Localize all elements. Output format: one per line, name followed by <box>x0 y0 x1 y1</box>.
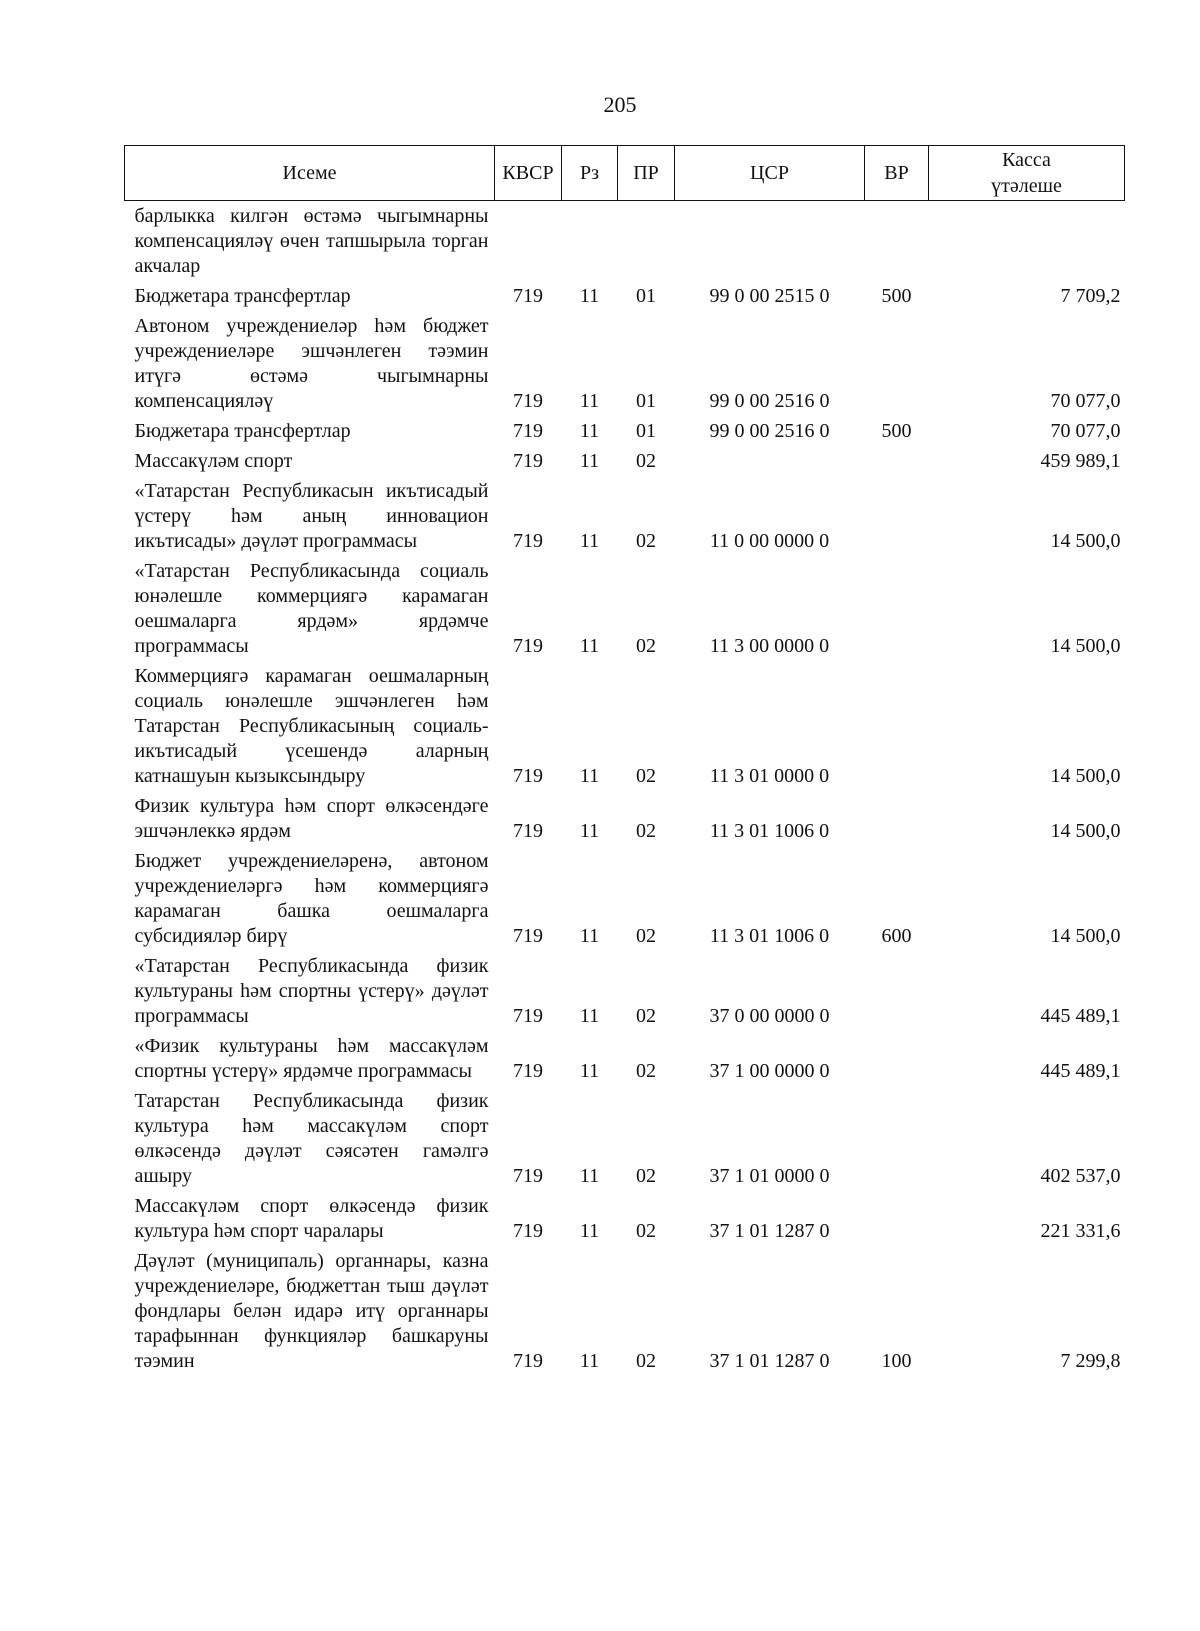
cell-csr: 11 0 00 0000 0 <box>709 530 830 552</box>
table-row <box>125 311 1125 416</box>
cell-csr: 37 0 00 0000 0 <box>709 1005 830 1027</box>
header-name: Исеме <box>125 146 495 201</box>
header-rz: Рз <box>562 146 618 201</box>
cell-name: Автоном учреждениеләр һәм бюджет учреждениеләре эшчәнлеген тәэмин итүгә өстәмә чыгымнарны компенсацияләү <box>134 315 489 412</box>
cell-pr: 02 <box>636 450 656 472</box>
cell-rz: 11 <box>579 390 600 412</box>
cell-kvsr: 719 <box>513 1005 543 1027</box>
cell-sum: 459 989,1 <box>1040 450 1121 472</box>
header-sum <box>929 146 1125 201</box>
cell-csr: 37 1 01 0000 0 <box>709 1165 830 1187</box>
cell-vr: 100 <box>881 1350 912 1372</box>
budget-table <box>124 145 1125 1376</box>
cell-pr <box>618 201 675 282</box>
cell-kvsr: 719 <box>513 530 543 552</box>
cell-rz: 11 <box>579 285 600 307</box>
cell-name: «Татарстан Республикасында физик культураны һәм спортны үстерү» дәүләт программасы <box>134 955 489 1027</box>
cell-vr <box>865 446 929 476</box>
cell-csr <box>675 201 865 282</box>
cell-sum: 14 500,0 <box>1050 820 1121 842</box>
cell-sum <box>929 201 1125 282</box>
cell-name: Татарстан Республикасында физик культура һәм массакүләм спорт өлкәсендә дәүләт сәясәтен гамәлгә ашыру <box>134 1090 489 1187</box>
header-pr: ПР <box>618 146 675 201</box>
cell-pr: 02 <box>636 1005 656 1027</box>
table-row <box>125 476 1125 556</box>
header-vr: ВР <box>865 146 929 201</box>
cell-csr <box>675 446 865 476</box>
cell-name: Массакүләм спорт өлкәсендә физик культура һәм спорт чаралары <box>134 1195 489 1242</box>
table-row <box>125 1246 1125 1376</box>
cell-csr: 11 3 01 0000 0 <box>709 765 830 787</box>
cell-name: барлыкка килгән өстәмә чыгымнарны компенсацияләү өчен тапшырыла торган акчалар <box>134 205 489 277</box>
cell-vr <box>865 201 929 282</box>
cell-csr: 99 0 00 2516 0 <box>709 390 830 412</box>
table-row <box>125 281 1125 311</box>
table-row <box>125 556 1125 661</box>
cell-csr: 99 0 00 2516 0 <box>709 420 830 442</box>
cell-sum: 70 077,0 <box>1050 390 1121 412</box>
cell-sum: 445 489,1 <box>1040 1060 1121 1082</box>
cell-csr: 37 1 01 1287 0 <box>709 1220 830 1242</box>
cell-rz: 11 <box>579 765 600 787</box>
table-row <box>125 1191 1125 1246</box>
cell-kvsr: 719 <box>513 820 543 842</box>
cell-vr <box>865 661 929 791</box>
cell-csr: 99 0 00 2515 0 <box>709 285 830 307</box>
cell-pr: 02 <box>636 1220 656 1242</box>
cell-pr: 02 <box>636 635 656 657</box>
cell-pr: 01 <box>636 285 656 307</box>
cell-kvsr: 719 <box>513 390 543 412</box>
cell-vr <box>865 1191 929 1246</box>
cell-kvsr: 719 <box>513 925 543 947</box>
cell-pr: 01 <box>636 420 656 442</box>
cell-vr <box>865 476 929 556</box>
cell-kvsr: 719 <box>513 1060 543 1082</box>
cell-rz: 11 <box>579 925 600 947</box>
cell-kvsr: 719 <box>513 285 543 307</box>
cell-pr: 02 <box>636 925 656 947</box>
header-sum-line2: үтәлеше <box>991 175 1062 197</box>
cell-rz: 11 <box>579 420 600 442</box>
cell-vr: 500 <box>881 420 912 442</box>
cell-rz: 11 <box>579 1165 600 1187</box>
table-row <box>125 416 1125 446</box>
cell-vr: 600 <box>881 925 912 947</box>
cell-rz: 11 <box>579 1060 600 1082</box>
cell-pr: 02 <box>636 1060 656 1082</box>
cell-kvsr <box>495 201 562 282</box>
cell-name: Коммерциягә карамаган оешмаларның социаль юнәлешле эшчәнлеген һәм Татарстан Республикасының социаль-икътисадый үсешендә аларның катнашуын кызыксындыру <box>134 665 489 787</box>
table-header <box>125 146 1125 201</box>
table-row <box>125 1031 1125 1086</box>
cell-vr <box>865 1031 929 1086</box>
cell-pr: 02 <box>636 530 656 552</box>
header-csr: ЦСР <box>675 146 865 201</box>
table-row <box>125 446 1125 476</box>
cell-sum: 445 489,1 <box>1040 1005 1121 1027</box>
cell-rz: 11 <box>579 1350 600 1372</box>
table-body <box>125 201 1125 1377</box>
cell-name: «Татарстан Республикасында социаль юнәлешле коммерциягә карамаган оешмаларга ярдәм» ярдәмче программасы <box>134 560 489 657</box>
cell-rz: 11 <box>579 1005 600 1027</box>
cell-kvsr: 719 <box>513 420 543 442</box>
header-kvsr: КВСР <box>495 146 562 201</box>
cell-name: Бюджетара трансфертлар <box>134 420 351 442</box>
cell-rz: 11 <box>579 1220 600 1242</box>
cell-name: Бюджетара трансфертлар <box>134 285 351 307</box>
cell-name: «Татарстан Республикасын икътисадый үстерү һәм аның инновацион икътисады» дәүләт программасы <box>134 480 489 552</box>
cell-sum: 70 077,0 <box>1050 420 1121 442</box>
header-sum-line1: Касса <box>1002 149 1051 171</box>
table-row <box>125 1086 1125 1191</box>
cell-vr <box>865 311 929 416</box>
cell-csr: 37 1 01 1287 0 <box>709 1350 830 1372</box>
cell-sum: 7 299,8 <box>1060 1350 1121 1372</box>
cell-sum: 221 331,6 <box>1040 1220 1121 1242</box>
table-row <box>125 661 1125 791</box>
cell-name: Массакүләм спорт <box>134 450 293 472</box>
cell-pr: 02 <box>636 1350 656 1372</box>
cell-csr: 11 3 01 1006 0 <box>709 925 830 947</box>
table-row <box>125 791 1125 846</box>
cell-vr: 500 <box>881 285 912 307</box>
cell-vr <box>865 1086 929 1191</box>
cell-name: «Физик культураны һәм массакүләм спортны үстерү» ярдәмче программасы <box>134 1035 489 1082</box>
cell-kvsr: 719 <box>513 1165 543 1187</box>
cell-vr <box>865 791 929 846</box>
cell-kvsr: 719 <box>513 635 543 657</box>
cell-rz <box>562 201 618 282</box>
cell-vr <box>865 556 929 661</box>
cell-rz: 11 <box>579 450 600 472</box>
cell-kvsr: 719 <box>513 450 543 472</box>
table-row <box>125 201 1125 282</box>
table-row <box>125 951 1125 1031</box>
cell-pr: 02 <box>636 765 656 787</box>
cell-csr: 37 1 00 0000 0 <box>709 1060 830 1082</box>
cell-vr <box>865 951 929 1031</box>
cell-pr: 02 <box>636 1165 656 1187</box>
cell-sum: 14 500,0 <box>1050 635 1121 657</box>
cell-rz: 11 <box>579 820 600 842</box>
cell-name: Физик культура һәм спорт өлкәсендәге эшчәнлеккә ярдәм <box>134 795 489 842</box>
cell-kvsr: 719 <box>513 1350 543 1372</box>
cell-csr: 11 3 01 1006 0 <box>709 820 830 842</box>
cell-kvsr: 719 <box>513 765 543 787</box>
cell-pr: 02 <box>636 820 656 842</box>
cell-sum: 7 709,2 <box>1060 285 1121 307</box>
cell-name: Бюджет учреждениеләренә, автоном учреждениеләргә һәм коммерциягә карамаган башка оешмаларга субсидияләр бирү <box>134 850 489 947</box>
cell-pr: 01 <box>636 390 656 412</box>
table-row <box>125 846 1125 951</box>
cell-name: Дәүләт (муниципаль) органнары, казна учреждениеләре, бюджеттан тыш дәүләт фондлары белән идарә итү органнары тарафыннан функцияләр башкаруны тәэмин <box>134 1250 489 1372</box>
page-number: 205 <box>603 92 637 117</box>
cell-kvsr: 719 <box>513 1220 543 1242</box>
cell-sum: 14 500,0 <box>1050 530 1121 552</box>
cell-rz: 11 <box>579 635 600 657</box>
cell-sum: 14 500,0 <box>1050 765 1121 787</box>
cell-sum: 402 537,0 <box>1040 1165 1121 1187</box>
cell-csr: 11 3 00 0000 0 <box>709 635 830 657</box>
table-header-row <box>125 146 1125 201</box>
cell-rz: 11 <box>579 530 600 552</box>
cell-sum: 14 500,0 <box>1050 925 1121 947</box>
